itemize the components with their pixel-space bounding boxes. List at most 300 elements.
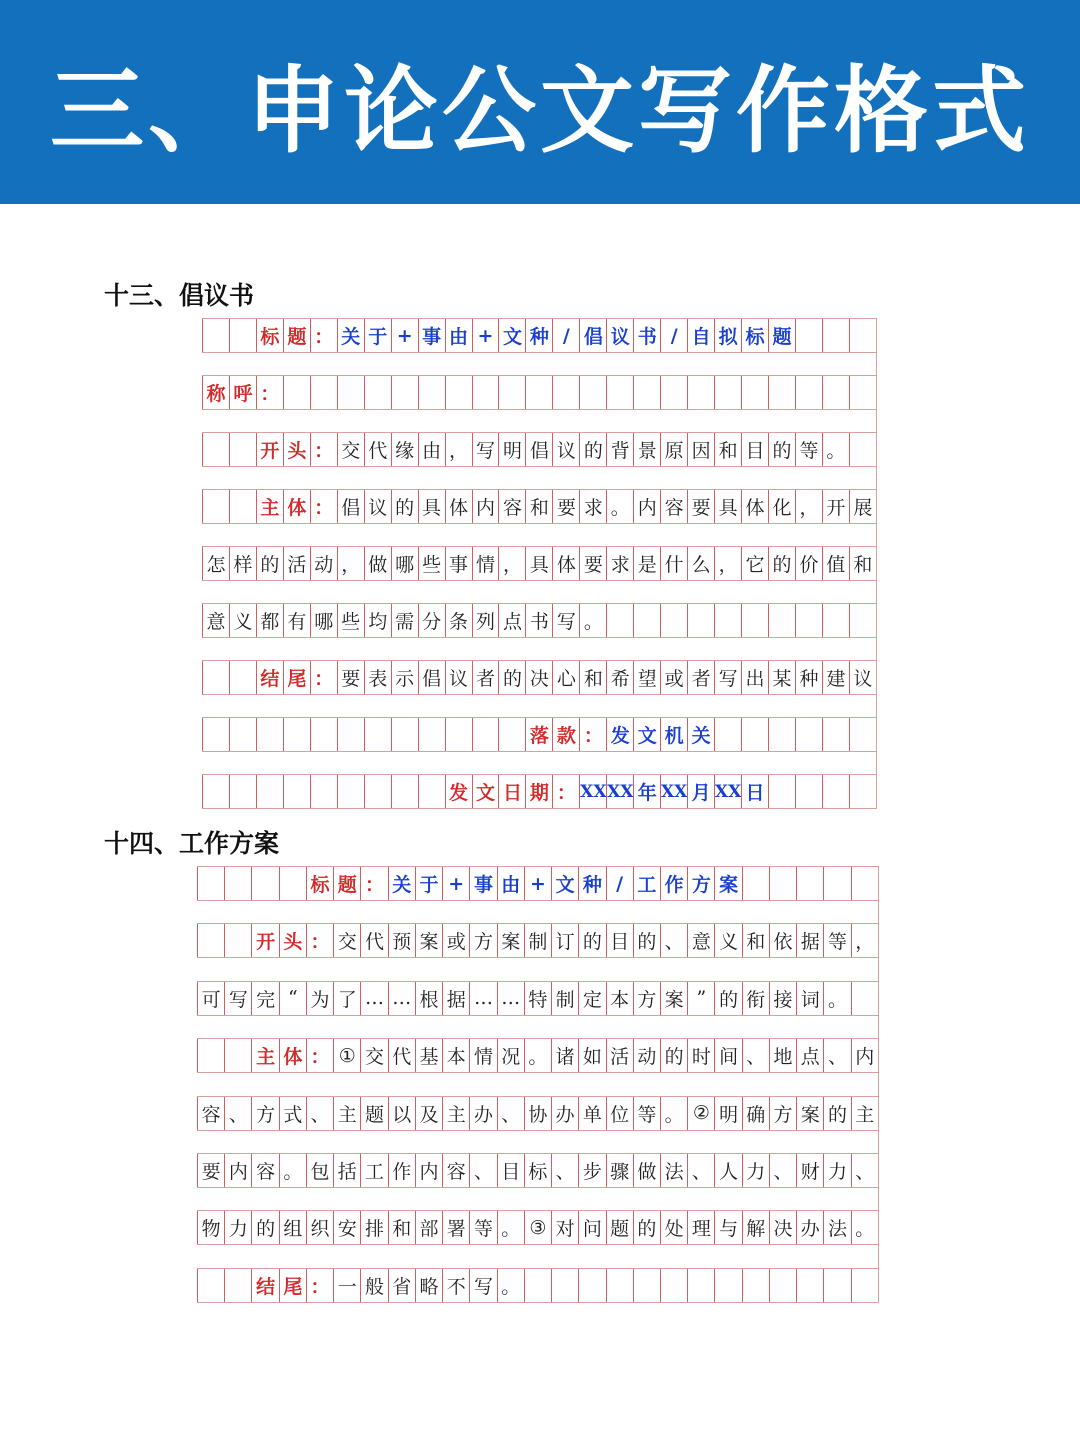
grid-cell: [796, 867, 823, 900]
grid-char: 哪: [391, 547, 418, 580]
grid-char: 什: [660, 547, 687, 580]
grid-char: 特: [524, 982, 551, 1015]
grid-char: +: [442, 867, 469, 900]
grid-cell: [224, 1269, 251, 1302]
grid-char: 方: [251, 1097, 278, 1130]
grid-char: 决: [525, 661, 552, 694]
grid-char: ：: [360, 867, 387, 900]
grid-cell: [687, 376, 714, 409]
grid-char: 内: [415, 1154, 442, 1187]
grid-char: 对: [551, 1211, 578, 1244]
grid-char: 者: [687, 661, 714, 694]
header-banner: [0, 0, 1080, 204]
grid-char: 书: [633, 319, 660, 352]
grid-char: 文: [551, 867, 578, 900]
grid-char: 不: [442, 1269, 469, 1302]
grid-char: 题: [360, 1097, 387, 1130]
grid-char: 和: [714, 433, 741, 466]
grid-cell: [229, 718, 256, 751]
grid-char: 的: [768, 547, 795, 580]
grid-char: 活: [606, 1039, 633, 1072]
grid-char: 。: [823, 982, 850, 1015]
grid-char: 主: [851, 1097, 878, 1130]
grid-char: 力: [224, 1211, 251, 1244]
grid-char: 方: [687, 867, 714, 900]
grid-char: 呼: [229, 376, 256, 409]
grid-char: 、: [497, 1097, 524, 1130]
grid-cell: [337, 718, 364, 751]
grid-char: 单: [578, 1097, 605, 1130]
grid-char: 。: [497, 1269, 524, 1302]
grid-char: 事: [418, 319, 445, 352]
grid-cell: [224, 1039, 251, 1072]
grid-char: ”: [687, 982, 714, 1015]
grid-char: 是: [633, 547, 660, 580]
grid-cell: [633, 376, 660, 409]
grid-cell: [391, 775, 418, 808]
grid-char: 般: [360, 1269, 387, 1302]
grid-cell: [472, 718, 499, 751]
grid-cell: [256, 718, 283, 751]
grid-char: 关: [388, 867, 415, 900]
grid-char: 。: [524, 1039, 551, 1072]
grid-char: 么: [687, 547, 714, 580]
grid-char: 括: [333, 1154, 360, 1187]
grid-char: 内: [472, 490, 499, 523]
grid-char: 部: [415, 1211, 442, 1244]
grid-char: 做: [364, 547, 391, 580]
grid-char: ，: [714, 547, 741, 580]
grid-cell: [224, 924, 251, 957]
grid-char: 等: [795, 433, 822, 466]
grid-char: 议: [849, 661, 876, 694]
grid-cell: [283, 775, 310, 808]
grid-char: 书: [525, 604, 552, 637]
grid-char: /: [606, 867, 633, 900]
grid-cell: [606, 604, 633, 637]
grid-cell: [202, 718, 229, 751]
grid-char: 写: [469, 1269, 496, 1302]
grid-char: 发: [445, 775, 472, 808]
grid-char: 订: [551, 924, 578, 957]
grid-char: 些: [418, 547, 445, 580]
grid-cell: [741, 604, 768, 637]
grid-char: 。: [279, 1154, 306, 1187]
grid-char: 和: [388, 1211, 415, 1244]
grid-char: 预: [388, 924, 415, 957]
page-title: 三、申论公文写作格式: [49, 56, 1030, 166]
grid-char: 结: [256, 661, 283, 694]
grid-spacer: [202, 524, 876, 547]
grid-char: ：: [552, 775, 579, 808]
grid-cell: [660, 376, 687, 409]
grid-char: ：: [306, 1039, 333, 1072]
grid-char: 目: [606, 924, 633, 957]
grid-char: 和: [849, 547, 876, 580]
grid-char: 接: [769, 982, 796, 1015]
grid-char: 式: [279, 1097, 306, 1130]
grid-cell: [822, 718, 849, 751]
grid-char: 原: [660, 433, 687, 466]
grid-cell: [851, 867, 878, 900]
grid-spacer: [202, 410, 876, 433]
grid-char: XX: [579, 775, 606, 808]
grid-char: 标: [256, 319, 283, 352]
grid-char: 于: [364, 319, 391, 352]
grid-char: 署: [442, 1211, 469, 1244]
grid-char: 具: [525, 547, 552, 580]
grid-char: 动: [310, 547, 337, 580]
grid-cell: [741, 376, 768, 409]
grid-char: 标: [741, 319, 768, 352]
grid-char: 关: [687, 718, 714, 751]
grid-cell: [224, 867, 251, 900]
grid-char: 希: [606, 661, 633, 694]
grid-char: 和: [525, 490, 552, 523]
grid-char: 意: [202, 604, 229, 637]
grid-char: 主: [256, 490, 283, 523]
grid-char: 间: [714, 1039, 741, 1072]
grid-char: 织: [306, 1211, 333, 1244]
grid-char: 体: [283, 490, 310, 523]
grid-cell: [742, 1269, 769, 1302]
grid-row: [202, 775, 876, 809]
grid-char: 、: [551, 1154, 578, 1187]
grid-char: 者: [472, 661, 499, 694]
grid-char: 案: [714, 867, 741, 900]
grid-spacer: [202, 752, 876, 775]
grid-char: …: [469, 982, 496, 1015]
grid-char: 题: [768, 319, 795, 352]
grid-char: 倡: [525, 433, 552, 466]
grid-char: 明: [714, 1097, 741, 1130]
grid-char: 要: [579, 547, 606, 580]
grid-row: [197, 1211, 878, 1245]
grid-cell: [229, 490, 256, 523]
grid-char: 及: [415, 1097, 442, 1130]
grid-char: 事: [469, 867, 496, 900]
grid-char: 了: [333, 982, 360, 1015]
grid-char: 目: [497, 1154, 524, 1187]
grid-cell: [633, 604, 660, 637]
grid-char: 代: [364, 433, 391, 466]
grid-char: 略: [415, 1269, 442, 1302]
grid-char: 协: [524, 1097, 551, 1130]
grid-char: …: [388, 982, 415, 1015]
grid-char: 结: [251, 1269, 278, 1302]
grid-char: 主: [333, 1097, 360, 1130]
grid-char: 展: [849, 490, 876, 523]
grid-char: 怎: [202, 547, 229, 580]
grid-cell: [606, 376, 633, 409]
grid-char: 的: [251, 1211, 278, 1244]
grid-char: 代: [360, 924, 387, 957]
grid-char: 发: [606, 718, 633, 751]
grid-char: 组: [279, 1211, 306, 1244]
grid-char: 日: [498, 775, 525, 808]
grid-char: 定: [578, 982, 605, 1015]
grid-row: [202, 547, 876, 581]
grid-char: 于: [415, 867, 442, 900]
grid-char: 的: [391, 490, 418, 523]
grid-char: 力: [823, 1154, 850, 1187]
grid-cell: [687, 1269, 714, 1302]
grid-char: 。: [606, 490, 633, 523]
grid-cell: [279, 867, 306, 900]
grid-char: 等: [823, 924, 850, 957]
grid-cell: [822, 604, 849, 637]
grid-char: 景: [633, 433, 660, 466]
grid-cell: [418, 775, 445, 808]
grid-cell: [768, 775, 795, 808]
grid-char: 、: [742, 1039, 769, 1072]
grid-char: 写: [552, 604, 579, 637]
grid-spacer: [202, 353, 876, 376]
grid-char: 本: [442, 1039, 469, 1072]
grid-char: 人: [714, 1154, 741, 1187]
grid-row: [197, 1039, 878, 1073]
grid-char: 化: [768, 490, 795, 523]
grid-char: 地: [769, 1039, 796, 1072]
grid-char: 工: [360, 1154, 387, 1187]
grid-char: 和: [579, 661, 606, 694]
grid-char: 基: [415, 1039, 442, 1072]
grid-cell: [769, 867, 796, 900]
grid-cell: [310, 775, 337, 808]
grid-char: …: [360, 982, 387, 1015]
grid-char: 由: [418, 433, 445, 466]
grid-char: 与: [714, 1211, 741, 1244]
grid-char: 缘: [391, 433, 418, 466]
grid-cell: [849, 604, 876, 637]
grid-char: 法: [660, 1154, 687, 1187]
grid-char: 倡: [337, 490, 364, 523]
grid-char: 建: [822, 661, 849, 694]
grid-char: 情: [469, 1039, 496, 1072]
grid-char: 机: [660, 718, 687, 751]
grid-char: 文: [472, 775, 499, 808]
grid-char: 安: [333, 1211, 360, 1244]
grid-cell: [364, 718, 391, 751]
grid-char: 。: [822, 433, 849, 466]
grid-char: 完: [251, 982, 278, 1015]
grid-char: 方: [469, 924, 496, 957]
grid-char: 期: [525, 775, 552, 808]
grid-char: ：: [306, 924, 333, 957]
grid-char: 力: [742, 1154, 769, 1187]
grid-char: ，: [337, 547, 364, 580]
grid-char: 倡: [418, 661, 445, 694]
grid-cell: [795, 604, 822, 637]
grid-char: 的: [578, 924, 605, 957]
grid-cell: [606, 1269, 633, 1302]
grid-char: 内: [851, 1039, 878, 1072]
grid-row: [197, 867, 878, 901]
grid-char: 日: [741, 775, 768, 808]
grid-cell: [768, 718, 795, 751]
grid-cell: [498, 718, 525, 751]
grid-char: 意: [687, 924, 714, 957]
grid-cell: [498, 376, 525, 409]
grid-cell: [633, 1269, 660, 1302]
grid-char: 它: [741, 547, 768, 580]
grid-cell: [251, 867, 278, 900]
grid-char: 动: [633, 1039, 660, 1072]
grid-char: 理: [687, 1211, 714, 1244]
grid-char: 交: [337, 433, 364, 466]
grid-cell: [197, 1269, 224, 1302]
grid-char: 望: [633, 661, 660, 694]
grid-cell: [551, 1269, 578, 1302]
grid-char: 位: [606, 1097, 633, 1130]
grid-cell: [795, 319, 822, 352]
grid-char: 标: [524, 1154, 551, 1187]
grid-cell: [687, 604, 714, 637]
grid-char: 可: [197, 982, 224, 1015]
grid-cell: [823, 867, 850, 900]
grid-char: 活: [283, 547, 310, 580]
grid-char: 因: [687, 433, 714, 466]
grid-char: 容: [442, 1154, 469, 1187]
grid-char: 条: [445, 604, 472, 637]
grid-char: 头: [279, 924, 306, 957]
grid-char: 要: [197, 1154, 224, 1187]
grid-char: 义: [714, 924, 741, 957]
grid-char: 容: [660, 490, 687, 523]
grid-cell: [197, 1039, 224, 1072]
grid-char: 案: [497, 924, 524, 957]
grid-cell: [256, 775, 283, 808]
grid-char: 文: [498, 319, 525, 352]
grid-char: 方: [769, 1097, 796, 1130]
grid-char: 求: [579, 490, 606, 523]
grid-cell: [795, 376, 822, 409]
grid-char: 况: [497, 1039, 524, 1072]
grid-char: +: [524, 867, 551, 900]
grid-cell: [202, 661, 229, 694]
grid-char: 、: [224, 1097, 251, 1130]
grid-char: 议: [445, 661, 472, 694]
grid-cell: [849, 775, 876, 808]
grid-char: 主: [251, 1039, 278, 1072]
grid-char: 制: [551, 982, 578, 1015]
grid-proposal: [202, 318, 877, 809]
grid-char: 有: [283, 604, 310, 637]
grid-char: 的: [768, 433, 795, 466]
grid-char: 拟: [714, 319, 741, 352]
grid-char: 容: [197, 1097, 224, 1130]
grid-char: 。: [660, 1097, 687, 1130]
grid-char: 内: [224, 1154, 251, 1187]
grid-char: 为: [306, 982, 333, 1015]
grid-cell: [714, 718, 741, 751]
section-title-work-plan: 十四、工作方案: [104, 829, 280, 858]
grid-char: 一: [333, 1269, 360, 1302]
grid-spacer: [202, 581, 876, 604]
grid-cell: [229, 661, 256, 694]
grid-row: [197, 1154, 878, 1188]
grid-cell: [364, 775, 391, 808]
grid-cell: [418, 718, 445, 751]
grid-char: /: [660, 319, 687, 352]
grid-char: 款: [552, 718, 579, 751]
grid-spacer: [202, 467, 876, 490]
grid-char: 、: [306, 1097, 333, 1130]
grid-char: 作: [388, 1154, 415, 1187]
grid-char: 议: [606, 319, 633, 352]
grid-char: “: [279, 982, 306, 1015]
grid-char: 都: [256, 604, 283, 637]
grid-char: 包: [306, 1154, 333, 1187]
grid-cell: [229, 319, 256, 352]
grid-char: 情: [472, 547, 499, 580]
grid-char: 体: [741, 490, 768, 523]
grid-char: 体: [445, 490, 472, 523]
grid-char: 写: [472, 433, 499, 466]
grid-char: XX: [660, 775, 687, 808]
grid-char: 需: [391, 604, 418, 637]
grid-char: …: [497, 982, 524, 1015]
grid-char: 样: [229, 547, 256, 580]
grid-char: ，: [795, 490, 822, 523]
grid-char: 开: [251, 924, 278, 957]
grid-char: 、: [769, 1154, 796, 1187]
grid-char: 确: [742, 1097, 769, 1130]
grid-cell: [364, 376, 391, 409]
grid-cell: [310, 718, 337, 751]
grid-char: 等: [469, 1211, 496, 1244]
grid-char: 分: [418, 604, 445, 637]
grid-row: [202, 433, 876, 467]
grid-char: ：: [310, 490, 337, 523]
grid-char: 列: [472, 604, 499, 637]
grid-char: 容: [498, 490, 525, 523]
grid-char: 议: [364, 490, 391, 523]
grid-spacer: [197, 958, 878, 981]
grid-spacer: [202, 638, 876, 661]
grid-spacer: [197, 1188, 878, 1211]
grid-char: 和: [742, 924, 769, 957]
grid-cell: [283, 376, 310, 409]
grid-cell: [445, 376, 472, 409]
grid-char: 办: [796, 1211, 823, 1244]
grid-spacer: [202, 695, 876, 718]
grid-char: 。: [579, 604, 606, 637]
grid-row: [202, 490, 876, 524]
grid-char: 时: [687, 1039, 714, 1072]
grid-char: 骤: [606, 1154, 633, 1187]
grid-spacer: [197, 1131, 878, 1154]
grid-char: 心: [552, 661, 579, 694]
grid-char: 目: [741, 433, 768, 466]
grid-char: 决: [769, 1211, 796, 1244]
grid-char: 表: [364, 661, 391, 694]
grid-char: ：: [256, 376, 283, 409]
grid-char: 体: [552, 547, 579, 580]
grid-char: 事: [445, 547, 472, 580]
grid-char: +: [391, 319, 418, 352]
grid-char: 步: [578, 1154, 605, 1187]
grid-char: 的: [660, 1039, 687, 1072]
grid-char: 或: [660, 661, 687, 694]
grid-cell: [823, 1269, 850, 1302]
grid-char: 哪: [310, 604, 337, 637]
grid-char: 词: [796, 982, 823, 1015]
grid-char: 案: [415, 924, 442, 957]
grid-cell: [768, 604, 795, 637]
grid-char: XX: [606, 775, 633, 808]
grid-char: 如: [578, 1039, 605, 1072]
